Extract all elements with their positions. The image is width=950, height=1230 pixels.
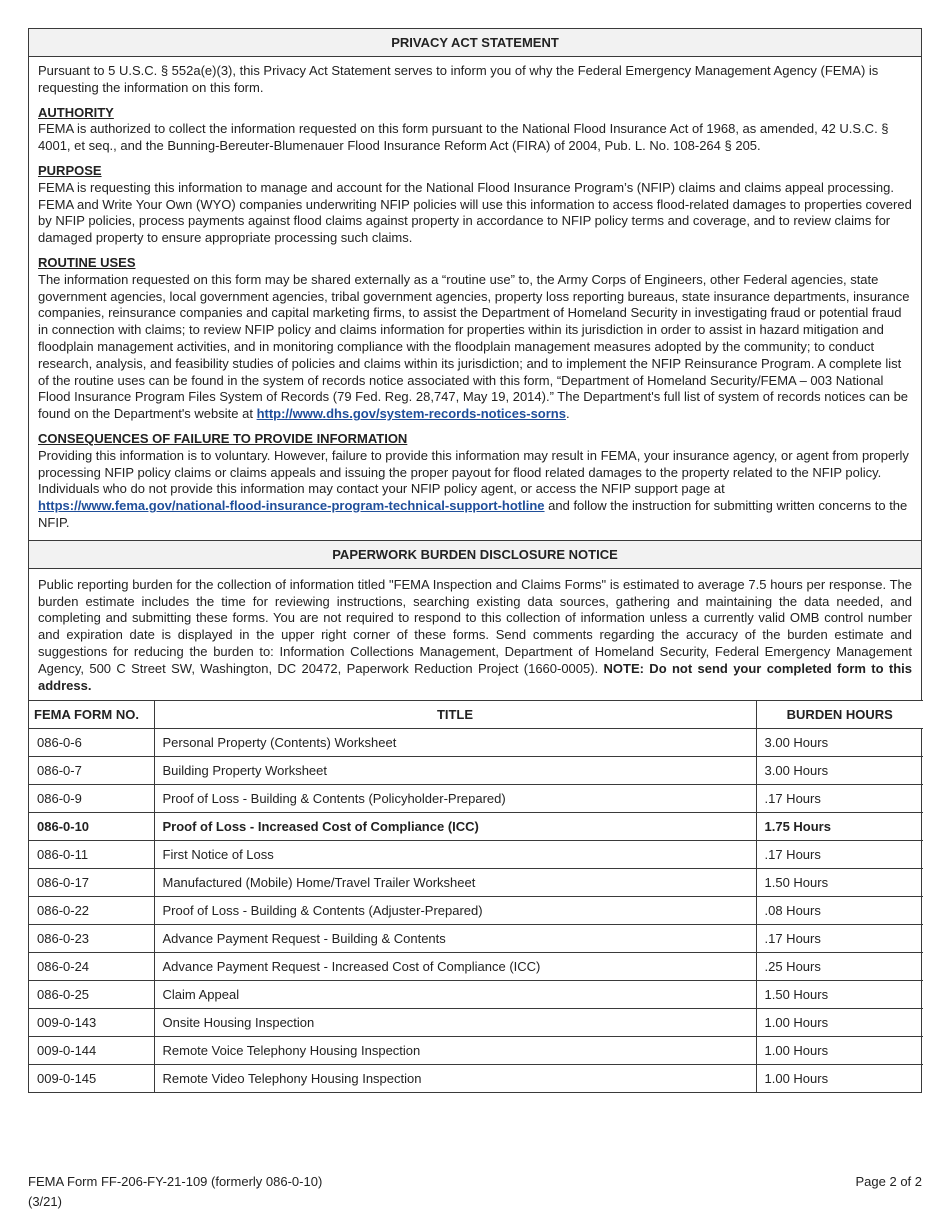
table-row — [29, 925, 923, 953]
burden-hours-cell: 1.00 Hours — [756, 1009, 923, 1037]
form-title-cell: Manufactured (Mobile) Home/Travel Trailer Worksheet — [154, 869, 756, 897]
privacy-act-title: PRIVACY ACT STATEMENT — [29, 29, 921, 57]
form-number-cell: 086-0-6 — [29, 729, 154, 757]
table-row-highlighted — [29, 813, 923, 841]
consequences-heading: CONSEQUENCES OF FAILURE TO PROVIDE INFORMATION — [38, 430, 408, 446]
paperwork-notice-paragraph — [29, 569, 921, 701]
form-number-cell: 086-0-25 — [29, 981, 154, 1009]
burden-hours-table — [29, 700, 923, 1092]
consequences-section — [38, 431, 912, 532]
header-burden-hours: BURDEN HOURS — [756, 701, 923, 729]
routine-uses-text: The information requested on this form may be shared externally as a “routine use” to, the Army Corps of Engineers, other Federal agencies, state government agencies, local government agencies, tribal government agencies, property loss reporting bureaus, state insurance departments, insurance companies, reinsurance companies and capital marketing firms, to assist the Department of Homeland Security in investigating fraud or potential fraud in connection with claims; to review NFIP policy and claims information for properties within its jurisdiction in order to assist in hazard mitigation and floodplain management activities, and in monitoring compliance with the floodplain management measures adopted by the community; to conduct research, analysis, and feasibility studies of policies and claims within its jurisdiction; and to implement the NFIP Reinsurance Program. A complete list of the routine uses can be found in the system of records notice associated with this form, “Department of Homeland Security/FEMA – 003 National Flood Insurance Program Files System of Records (79 Fed. Reg. 28,747, May 19, 2014).” The Department's full list of system of records notices can be found on the Department's website at — [38, 271, 910, 422]
authority-text: FEMA is authorized to collect the information requested on this form pursuant to the National Flood Insurance Act of 1968, as amended, 42 U.S.C. § 4001, et seq., and the Bunning-Bereuter-Blumenauer Flood Insurance Reform Act (FIRA) of 2004, Pub. L. No. 108-264 § 205. — [38, 121, 889, 154]
burden-hours-cell: 1.00 Hours — [756, 1065, 923, 1093]
paperwork-note: NOTE: Do not send your completed form to this address. — [38, 660, 912, 693]
authority-section — [38, 105, 912, 155]
header-form-no: FEMA FORM NO. — [29, 701, 154, 729]
table-row — [29, 897, 923, 925]
form-number-cell: 086-0-10 — [29, 813, 154, 841]
purpose-text: FEMA is requesting this information to manage and account for the National Flood Insurance Program’s (NFIP) claims and claims appeal processing. FEMA and Write Your Own (WYO) companies underwriting NFIP policies will use this information to access flood-related damages to properties covered by NFIP policies, process payments against flood claims against property in accordance to NFIP policy terms and coverage, and to review claims for damaged property to ensure appropriate processing such claims. — [38, 179, 912, 246]
burden-hours-cell: .17 Hours — [756, 841, 923, 869]
table-row — [29, 1037, 923, 1065]
form-title-cell: Proof of Loss - Building & Contents (Policyholder-Prepared) — [154, 785, 756, 813]
footer-page-number: Page 2 of 2 — [855, 1174, 922, 1189]
form-title-cell: Claim Appeal — [154, 981, 756, 1009]
form-number-cell: 086-0-7 — [29, 757, 154, 785]
routine-uses-paragraph — [38, 272, 912, 423]
burden-hours-cell: 1.00 Hours — [756, 1037, 923, 1065]
form-title-cell: Advance Payment Request - Building & Contents — [154, 925, 756, 953]
purpose-heading: PURPOSE — [38, 162, 102, 178]
consequences-paragraph — [38, 448, 912, 532]
form-box — [28, 28, 922, 1093]
form-title-cell: First Notice of Loss — [154, 841, 756, 869]
authority-heading: AUTHORITY — [38, 104, 114, 120]
consequences-text: Providing this information is to voluntary. However, failure to provide this information may result in FEMA, your insurance agency, or agent from properly processing NFIP policy claims or claims appeals and issuing the proper payout for flood related damages to the property related to the NFIP policy. Individuals who do not provide this information may contact your NFIP policy agent, or access the NFIP support page at — [38, 447, 909, 497]
form-number-cell: 086-0-9 — [29, 785, 154, 813]
burden-hours-cell: .17 Hours — [756, 785, 923, 813]
consequences-end: and follow the instruction for submitting written concerns to the NFIP. — [38, 498, 908, 530]
burden-hours-cell: .25 Hours — [756, 953, 923, 981]
table-row — [29, 757, 923, 785]
table-row — [29, 869, 923, 897]
burden-hours-cell: .08 Hours — [756, 897, 923, 925]
paperwork-notice-title: PAPERWORK BURDEN DISCLOSURE NOTICE — [29, 540, 921, 569]
routine-uses-section — [38, 255, 912, 423]
form-title-cell: Onsite Housing Inspection — [154, 1009, 756, 1037]
header-title: TITLE — [154, 701, 756, 729]
form-title-cell: Proof of Loss - Increased Cost of Compliance (ICC) — [154, 813, 756, 841]
footer-form-id: FEMA Form FF-206-FY-21-109 (formerly 086-0-10) — [28, 1174, 323, 1189]
form-title-cell: Personal Property (Contents) Worksheet — [154, 729, 756, 757]
burden-hours-cell: 1.50 Hours — [756, 869, 923, 897]
burden-hours-cell: 1.50 Hours — [756, 981, 923, 1009]
form-number-cell: 009-0-145 — [29, 1065, 154, 1093]
nfip-support-link[interactable]: https://www.fema.gov/national-flood-insurance-program-technical-support-hotline — [38, 498, 545, 514]
table-header-row — [29, 701, 923, 729]
table-row — [29, 785, 923, 813]
form-number-cell: 009-0-144 — [29, 1037, 154, 1065]
routine-uses-end: . — [565, 406, 570, 422]
form-number-cell: 086-0-23 — [29, 925, 154, 953]
footer-date: (3/21) — [28, 1194, 62, 1209]
form-number-cell: 086-0-17 — [29, 869, 154, 897]
table-row — [29, 1009, 923, 1037]
burden-hours-cell: .17 Hours — [756, 925, 923, 953]
paperwork-notice-text: Public reporting burden for the collection of information titled "FEMA Inspection and Claims Forms" is estimated to average 7.5 hours per response. The burden estimate includes the time for reviewing instructions, searching existing data sources, gathering and maintaining the data needed, and completing and submitting these forms. You are not required to respond to this collection of information unless a currently valid OMB control number and expiration date is displayed in the upper right corner of these forms. Send comments regarding the accuracy of the burden estimate and suggestions for reducing the burden to: Information Collections Management, Department of Homeland Security, Federal Emergency Management Agency, 500 C Street SW, Washington, DC 20472, Paperwork Reduction Project (1660-0005). — [38, 576, 912, 676]
form-page — [28, 28, 922, 1093]
dhs-sorns-link[interactable]: http://www.dhs.gov/system-records-notices-sorns — [256, 406, 566, 422]
privacy-intro: Pursuant to 5 U.S.C. § 552a(e)(3), this Privacy Act Statement serves to inform you of why the Federal Emergency Management Agency (FEMA) is requesting the information on this form. — [38, 63, 879, 95]
privacy-act-content — [29, 57, 921, 540]
form-title-cell: Proof of Loss - Building & Contents (Adjuster-Prepared) — [154, 897, 756, 925]
burden-hours-cell: 1.75 Hours — [756, 813, 923, 841]
table-row — [29, 953, 923, 981]
form-title-cell: Building Property Worksheet — [154, 757, 756, 785]
form-title-cell: Advance Payment Request - Increased Cost of Compliance (ICC) — [154, 953, 756, 981]
form-number-cell: 086-0-24 — [29, 953, 154, 981]
form-number-cell: 009-0-143 — [29, 1009, 154, 1037]
purpose-section — [38, 163, 912, 247]
form-number-cell: 086-0-11 — [29, 841, 154, 869]
table-row — [29, 841, 923, 869]
form-title-cell: Remote Voice Telephony Housing Inspection — [154, 1037, 756, 1065]
form-title-cell: Remote Video Telephony Housing Inspection — [154, 1065, 756, 1093]
table-row — [29, 729, 923, 757]
form-number-cell: 086-0-22 — [29, 897, 154, 925]
table-row — [29, 981, 923, 1009]
footer-form-info — [28, 1172, 322, 1212]
burden-hours-cell: 3.00 Hours — [756, 757, 923, 785]
table-row — [29, 1065, 923, 1093]
routine-uses-heading: ROUTINE USES — [38, 254, 136, 270]
burden-hours-cell: 3.00 Hours — [756, 729, 923, 757]
